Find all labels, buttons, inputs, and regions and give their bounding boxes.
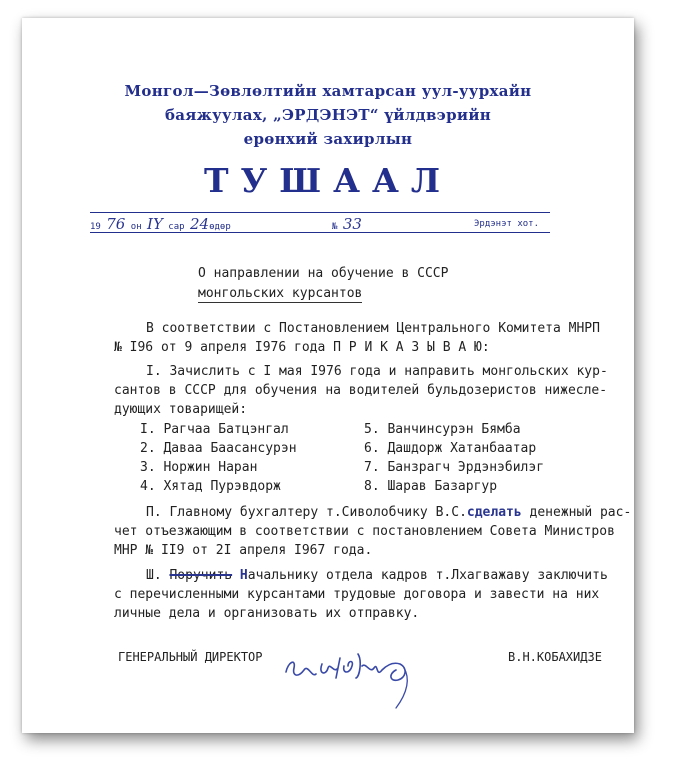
paragraph-1-line-3: дующих товарищей: [114,402,248,417]
trainee-item: 8. Шарав Базаргур [364,479,498,494]
header-rule-top [90,212,550,213]
trainee-item: 4. Хятад Пурэвдорж [140,479,281,494]
intro-line-2: № I96 от 9 апреля I976 года П Р И К А З Ы В А Ю: [114,340,490,355]
trainee-item: 6. Дашдорж Хатанбаатар [364,441,537,456]
paragraph-1-line-1: I. Зачислить с I мая I976 года и направить монгольских кур- [146,364,608,379]
paragraph-1-line-2: сантов в СССР для обучения на водителей бульдозеристов нижесле- [114,383,608,398]
document-title: ТУШААЛ [203,161,453,200]
struck-word: Поручить [169,568,233,583]
header-rule-bottom [90,232,550,233]
trainee-item: 2. Даваа Баасансурэн [140,441,297,456]
paragraph-2-line-2: чет отъезжающим в соответствии с постановлением Совета Министров [114,524,615,539]
year-prefix: 19 [90,222,101,232]
trainee-item: 7. Банзрагч Эрдэнэбилэг [364,460,545,475]
number-value: 33 [342,215,362,233]
place: Эрдэнэт хот. [474,219,540,229]
trainee-item: 5. Ванчинсурэн Бямба [364,422,521,437]
paragraph-3-line-2: с перечисленными курсантами трудовые договора и завести на них [114,587,600,602]
paragraph-3-line-1: Ш. Поручить Начальнику отдела кадров т.Лхагважаву заключить [146,568,608,583]
paragraph-3-line-3: личные дела и организовать их отправку. [114,606,420,621]
letterhead-line-1: Монгол—Зөвлөлтийн хамтарсан уул-уурхайн [124,82,532,100]
trainee-item: I. Рагчаа Батцэнгал [140,422,289,437]
month-value: IY [147,215,163,233]
letterhead-line-2: баяжуулах, „ЭРДЭНЭТ“ үйлдвэрийн [164,106,492,124]
intro-line-1: В соответствии с Постановлением Центрального Комитета МНРП [146,321,600,336]
paragraph-2-line-1: П. Главному бухгалтеру т.Сиволобчику В.С.сделать денежный рас- [146,505,632,520]
day-suffix: өдөр [209,222,231,232]
trainee-item: 3. Норжин Наран [140,460,258,475]
subject-line-2: монгольских курсантов [198,286,363,301]
subject-line-1: О направлении на обучение в СССР [198,266,449,281]
date-line [90,215,231,233]
order-number [332,215,362,233]
signatory-position: ГЕНЕРАЛЬНЫЙ ДИРЕКТОР [118,650,263,664]
day-value: 24 [189,215,210,233]
letterhead-line-3: ерөнхий захирлын [243,130,413,148]
number-prefix: № [332,222,338,232]
document-page [22,18,634,733]
paragraph-2-line-3: МНР № II9 от 2I апреля I967 года. [114,543,373,558]
handwritten-signature [278,634,448,714]
year-value: 76 [106,215,126,233]
handwritten-correction: сделать [466,505,522,520]
month-suffix: сар [168,222,185,232]
year-suffix: он [130,222,142,232]
signatory-name: В.Н.КОБАХИДЗЕ [508,650,602,664]
